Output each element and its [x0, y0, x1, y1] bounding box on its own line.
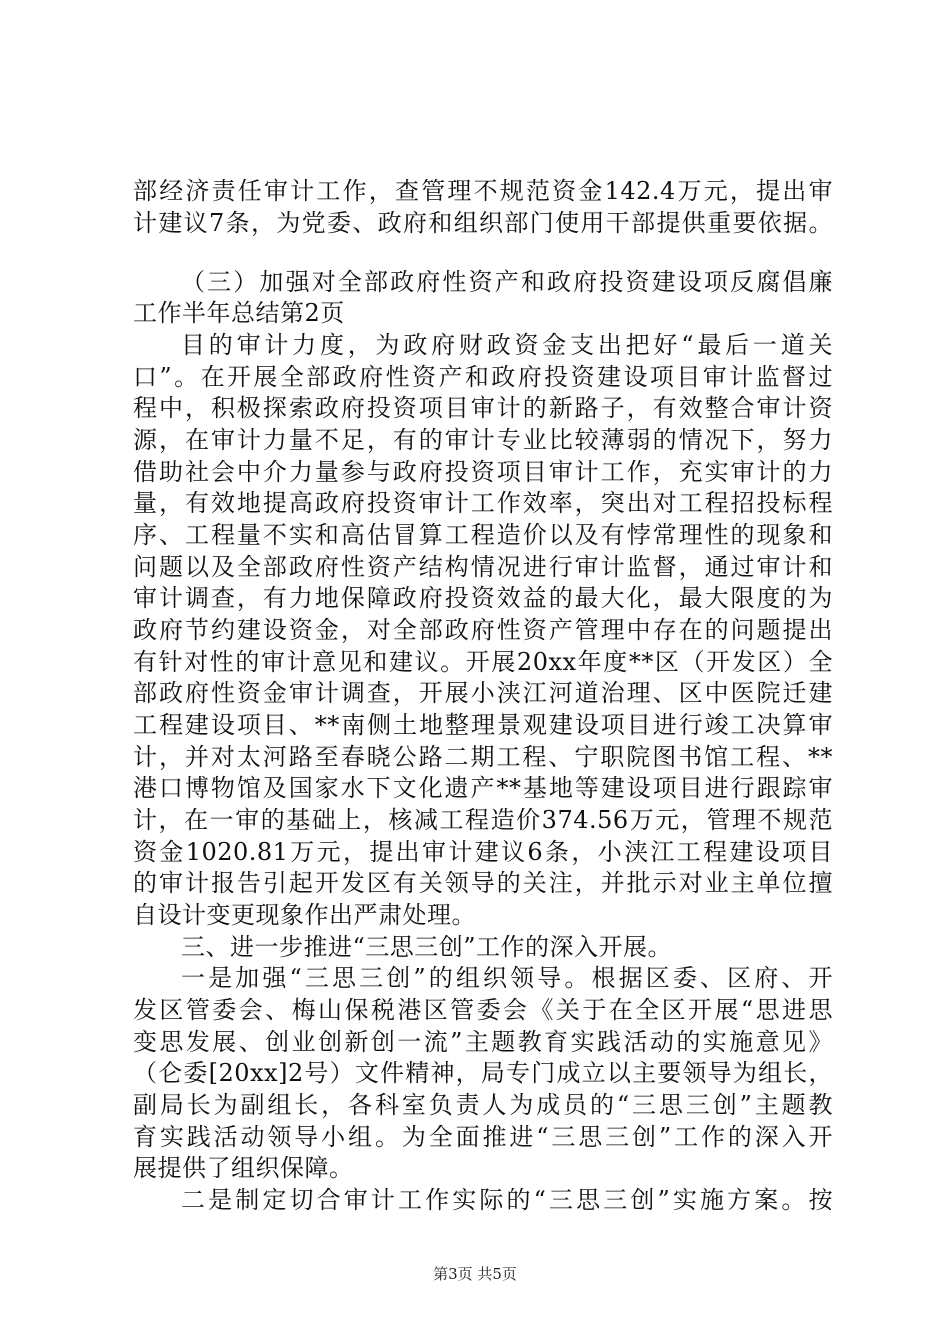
paragraph-line: 计，并对太河路至春晓公路二期工程、宁职院图书馆工程、** [133, 743, 833, 771]
paragraph-line: 变思发展、创业创新创一流”主题教育实践活动的实施意见》 [133, 1028, 833, 1056]
paragraph-line: 量，有效地提高政府投资审计工作效率，突出对工程招投标程 [133, 489, 833, 517]
paragraph-line: 计，在一审的基础上，核减工程造价374.56万元，管理不规范 [133, 806, 833, 834]
paragraph-line: 资金1020.81万元，提出审计建议6条，小浃江工程建设项目 [133, 838, 833, 866]
page-number-footer: 第3页 共5页 [433, 1265, 517, 1283]
paragraph-line: 部政府性资金审计调查，开展小浃江河道治理、区中医院迁建 [133, 679, 833, 707]
paragraph-line: 目的审计力度，为政府财政资金支出把好“最后一道关 [181, 331, 833, 359]
paragraph-line: 发区管委会、梅山保税港区管委会《关于在全区开展“思进思 [133, 996, 833, 1024]
body-line: 部经济责任审计工作，查管理不规范资金142.4万元，提出审 [133, 177, 833, 205]
body-line: 计建议7条，为党委、政府和组织部门使用干部提供重要依据。 [133, 209, 833, 237]
paragraph-line: 借助社会中介力量参与政府投资项目审计工作，充实审计的力 [133, 458, 833, 486]
paragraph-line: 源，在审计力量不足，有的审计专业比较薄弱的情况下，努力 [133, 426, 833, 454]
paragraph-line: 二是制定切合审计工作实际的“三思三创”实施方案。按 [181, 1186, 833, 1214]
paragraph-line: 一是加强“三思三创”的组织领导。根据区委、区府、开 [181, 964, 833, 992]
paragraph-line: 审计调查，有力地保障政府投资效益的最大化，最大限度的为 [133, 584, 833, 612]
paragraph-line: 政府节约建设资金，对全部政府性资产管理中存在的问题提出 [133, 616, 833, 644]
section-heading-continuation: 工作半年总结第2页 [133, 299, 345, 327]
paragraph-line: 港口博物馆及国家水下文化遗产**基地等建设项目进行跟踪审 [133, 774, 833, 802]
section-heading: （三）加强对全部政府性资产和政府投资建设项反腐倡廉 [181, 268, 833, 296]
paragraph-line: 有针对性的审计意见和建议。开展20xx年度**区（开发区）全 [133, 648, 833, 676]
section-heading: 三、进一步推进“三思三创”工作的深入开展。 [181, 933, 673, 961]
paragraph-line: 展提供了组织保障。 [133, 1154, 354, 1182]
paragraph-line: 育实践活动领导小组。为全面推进“三思三创”工作的深入开 [133, 1123, 833, 1151]
paragraph-line: 的审计报告引起开发区有关领导的关注，并批示对业主单位擅 [133, 869, 833, 897]
paragraph-line: 自设计变更现象作出严肃处理。 [133, 901, 476, 929]
paragraph-line: 序、工程量不实和高估冒算工程造价以及有悖常理性的现象和 [133, 521, 833, 549]
paragraph-line: 工程建设项目、**南侧土地整理景观建设项目进行竣工决算审 [133, 711, 833, 739]
paragraph-line: （仑委[20xx]2号）文件精神，局专门成立以主要领导为组长， [133, 1059, 833, 1087]
paragraph-line: 口”。在开展全部政府性资产和政府投资建设项目审计监督过 [133, 363, 833, 391]
paragraph-line: 程中，积极探索政府投资项目审计的新路子，有效整合审计资 [133, 394, 833, 422]
paragraph-line: 副局长为副组长，各科室负责人为成员的“三思三创”主题教 [133, 1091, 833, 1119]
paragraph-line: 问题以及全部政府性资产结构情况进行审计监督，通过审计和 [133, 553, 833, 581]
